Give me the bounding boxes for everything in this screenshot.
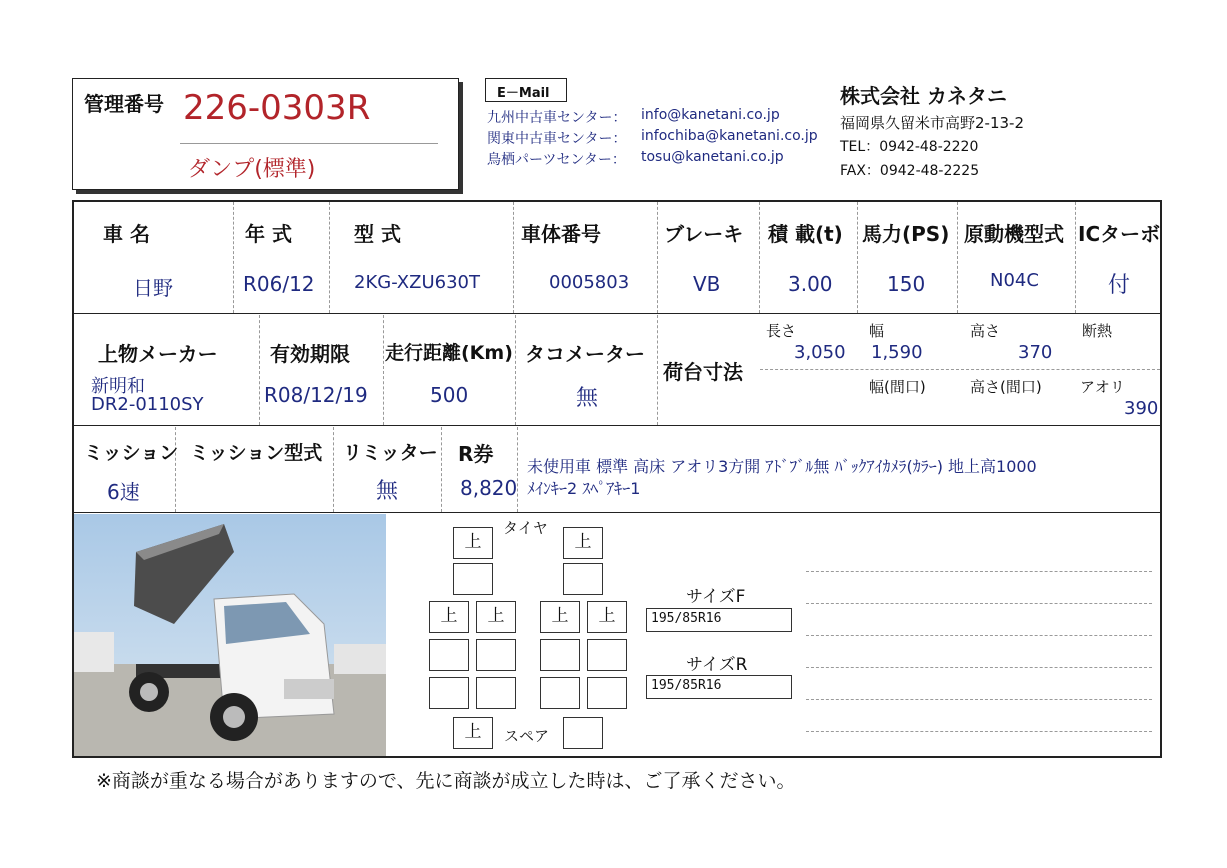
company-tel: TEL：0942-48-2220 [840, 139, 979, 155]
tire-front-right-direction: 上 [563, 527, 603, 559]
row-divider-2 [72, 425, 1162, 426]
company-fax: FAX：0942-48-2225 [840, 163, 980, 179]
tire-rear-left-inner-direction: 上 [476, 601, 516, 633]
transmission-value: 6速 [107, 480, 140, 504]
header-brake: ブレーキ [664, 222, 744, 246]
tire-rear-right-outer-direction: 上 [587, 601, 627, 633]
tire-spare [563, 717, 603, 749]
value-year: R06/12 [243, 272, 315, 296]
spare-label: スペア [504, 727, 550, 745]
col-divider [333, 427, 334, 512]
tire-rear-right-inner-2 [540, 677, 580, 709]
recycle-ticket-label: R券 [458, 442, 494, 466]
header-horsepower: 馬力(PS) [862, 222, 950, 246]
value-car-name: 日野 [133, 276, 173, 300]
tire-rear-left-outer [429, 639, 469, 671]
recycle-ticket-value: 8,820 [460, 476, 518, 500]
header-load-capacity: 積 載(t) [768, 222, 843, 246]
size-front-label: サイズF [686, 587, 746, 607]
email-center-1: 九州中古車センター： [487, 110, 627, 126]
value-ic-turbo: 付 [1108, 273, 1131, 298]
tire-rear-right-outer-2 [587, 677, 627, 709]
row-divider-1 [72, 313, 1162, 314]
body-maker-model: DR2-0110SY [91, 394, 204, 415]
length-value: 3,050 [794, 342, 846, 363]
col-divider [233, 202, 234, 313]
col-divider [329, 202, 330, 313]
width-opening-label: 幅(間口) [869, 378, 926, 396]
size-rear-label: サイズR [686, 655, 748, 675]
value-model: 2KG-XZU630T [354, 272, 480, 293]
tire-rear-right-inner-direction: 上 [540, 601, 580, 633]
management-number: 226-0303R [183, 88, 371, 128]
size-rear-value: 195/85R16 [646, 675, 792, 699]
header-car-name: 車 名 [103, 222, 150, 246]
tire-rear-left-inner [476, 639, 516, 671]
insulation-label: 断熱 [1082, 322, 1113, 340]
col-divider [513, 202, 514, 313]
width-value: 1,590 [871, 342, 923, 363]
memo-line [806, 635, 1152, 636]
size-front-value: 195/85R16 [646, 608, 792, 632]
length-label: 長さ [766, 322, 797, 340]
mileage-label: 走行距離(Km) [385, 342, 513, 364]
value-brake: VB [693, 272, 721, 296]
width-label: 幅 [869, 322, 885, 340]
remarks-line-1: 未使用車 標準 高床 アオリ3方開 ｱﾄﾞﾌﾞﾙ無 ﾊﾞｯｸｱｲｶﾒﾗ(ｶﾗｰ) 地上高1000 [527, 457, 1037, 476]
memo-line [806, 667, 1152, 668]
tachometer-label: タコメーター [525, 342, 645, 366]
email-address-1[interactable]: info@kanetani.co.jp [641, 107, 780, 123]
expiry-value: R08/12/19 [264, 383, 368, 407]
remarks-line-2: ﾒｲﾝｷｰ2 ｽﾍﾟｱｷｰ1 [527, 479, 641, 498]
bed-divider [760, 369, 1160, 370]
col-divider [759, 202, 760, 313]
height-value: 370 [1018, 342, 1053, 363]
col-divider [259, 315, 260, 425]
memo-line [806, 699, 1152, 700]
memo-line [806, 731, 1152, 732]
mileage-value: 500 [430, 383, 469, 407]
aori-label: アオリ [1080, 378, 1125, 396]
limiter-label: リミッター [343, 442, 438, 464]
email-center-2: 関東中古車センター： [487, 131, 627, 147]
col-divider [657, 202, 658, 313]
body-maker-value: 新明和 [91, 376, 145, 397]
company-name: 株式会社 カネタニ [840, 84, 1007, 108]
email-center-3: 鳥栖パーツセンター： [487, 152, 626, 168]
height-label: 高さ [970, 322, 1001, 340]
tire-front-right [563, 563, 603, 595]
tire-rear-left-outer-direction: 上 [429, 601, 469, 633]
tire-rear-left-outer-2 [429, 677, 469, 709]
tire-front-left-direction: 上 [453, 527, 493, 559]
value-engine-model: N04C [990, 270, 1039, 291]
email-title: E－Mail [497, 86, 550, 101]
header-chassis-number: 車体番号 [521, 222, 601, 246]
header-year: 年 式 [245, 222, 292, 246]
value-chassis-number: 0005803 [549, 272, 630, 293]
expiry-label: 有効期限 [270, 342, 350, 366]
col-divider [957, 202, 958, 313]
body-type: ダンプ(標準) [188, 157, 316, 182]
value-load-capacity: 3.00 [788, 272, 833, 296]
col-divider [383, 315, 384, 425]
memo-line [806, 571, 1152, 572]
height-opening-label: 高さ(間口) [970, 378, 1042, 396]
value-horsepower: 150 [887, 272, 926, 296]
body-maker-label: 上物メーカー [98, 342, 218, 366]
memo-line [806, 603, 1152, 604]
transmission-label: ミッション [84, 442, 179, 464]
col-divider [857, 202, 858, 313]
tire-rear-right-outer [587, 639, 627, 671]
bed-dimensions-label: 荷台寸法 [663, 360, 743, 384]
email-address-2[interactable]: infochiba@kanetani.co.jp [641, 128, 818, 144]
footer-notice: ※商談が重なる場合がありますので、先に商談が成立した時は、ご了承ください。 [96, 770, 796, 792]
aori-value: 390 [1124, 398, 1159, 419]
truck-photo [74, 514, 386, 756]
row-divider-3 [72, 512, 1162, 513]
divider [180, 143, 438, 144]
col-divider [515, 315, 516, 425]
col-divider [657, 315, 658, 425]
tire-title: タイヤ [503, 519, 548, 537]
tire-front-left [453, 563, 493, 595]
management-number-label: 管理番号 [84, 92, 164, 116]
transmission-type-label: ミッション型式 [190, 442, 323, 464]
col-divider [1075, 202, 1076, 313]
col-divider [441, 427, 442, 512]
limiter-value: 無 [376, 479, 399, 504]
header-ic-turbo: ICターボ [1078, 222, 1161, 246]
tire-spare-direction: 上 [453, 717, 493, 749]
email-address-3[interactable]: tosu@kanetani.co.jp [641, 149, 784, 165]
company-address: 福岡県久留米市高野2-13-2 [840, 114, 1024, 132]
tire-rear-left-inner-2 [476, 677, 516, 709]
tire-rear-right-inner [540, 639, 580, 671]
header-engine-model: 原動機型式 [964, 222, 1064, 246]
header-model: 型 式 [354, 222, 401, 246]
tachometer-value: 無 [576, 386, 599, 411]
